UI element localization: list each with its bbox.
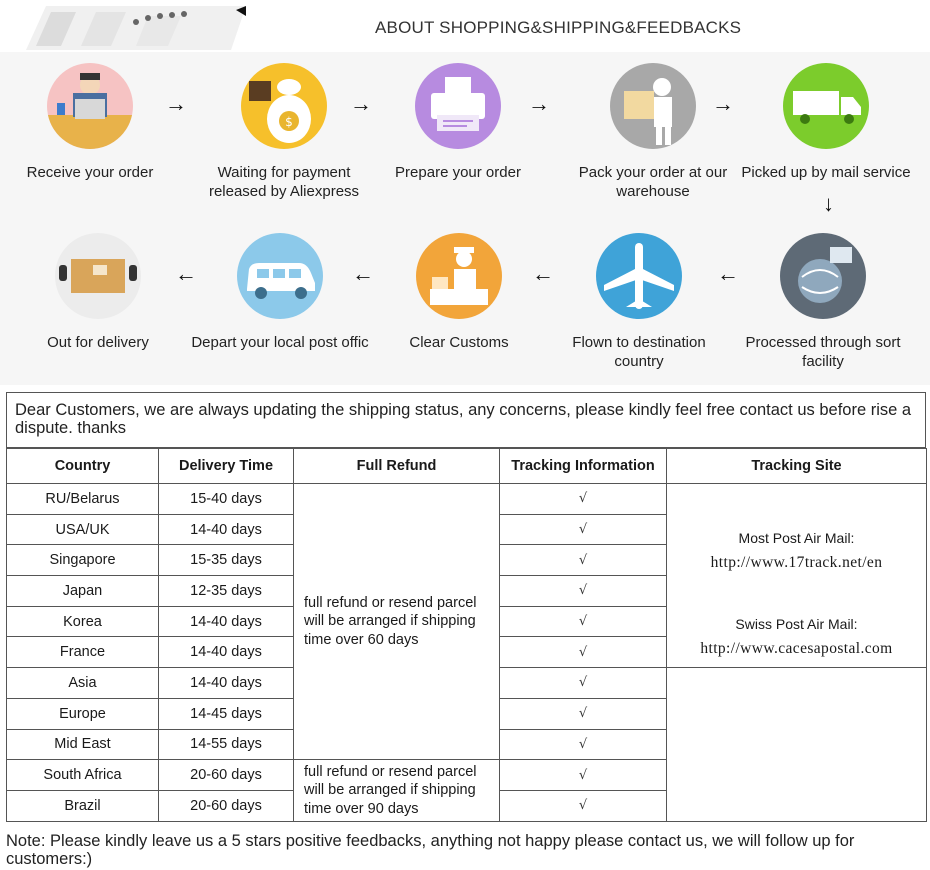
country-cell: France: [7, 637, 159, 668]
tracking-check: √: [500, 698, 667, 729]
step-receive-order: [0, 63, 180, 182]
airplane-icon: [596, 233, 682, 319]
shipping-table: [6, 448, 927, 822]
arrow-right-icon: →: [165, 91, 187, 116]
country-cell: Asia: [7, 668, 159, 699]
refund-policy-60: full refund or resend parcel will be arranged if shipping time over 60 days: [294, 484, 500, 760]
parcel-box-icon: [55, 233, 141, 319]
step-waiting-payment: [194, 63, 374, 201]
arrow-left-icon: ←: [352, 261, 374, 286]
country-cell: South Africa: [7, 760, 159, 791]
arrow-right-icon: →: [350, 91, 372, 116]
delivery-time-cell: 14-40 days: [159, 637, 294, 668]
table-header-row: [7, 449, 927, 484]
tracking-check: √: [500, 484, 667, 515]
tracking-check: √: [500, 668, 667, 699]
globe-sorting-icon: [780, 233, 866, 319]
column-header: Full Refund: [294, 449, 500, 484]
tracking-check: √: [500, 760, 667, 791]
arrow-right-icon: →: [712, 91, 734, 116]
swiss-post-link[interactable]: http://www.cacesapostal.com: [700, 640, 893, 657]
brand-logo-strip: [6, 6, 246, 50]
column-header: Delivery Time: [159, 449, 294, 484]
delivery-time-cell: 14-40 days: [159, 668, 294, 699]
step-label: Picked up by mail service: [741, 164, 911, 181]
step-depart-post-office: [190, 233, 370, 352]
step-pack-order: [563, 63, 743, 201]
shipping-process-panel: [0, 0, 930, 385]
step-label: Pack your order at our warehouse: [578, 164, 728, 200]
tracking-check: √: [500, 729, 667, 760]
step-picked-up: [736, 63, 916, 182]
step-prepare-order: [368, 63, 548, 182]
country-cell: Japan: [7, 576, 159, 607]
payment-bag-icon: [241, 63, 327, 149]
customer-notice: Dear Customers, we are always updating the shipping status, any concerns, please kindly feel free contact us before rise a dispute. thanks: [6, 392, 926, 448]
country-cell: Singapore: [7, 545, 159, 576]
delivery-time-cell: 15-40 days: [159, 484, 294, 515]
tracking-site-cell: [667, 484, 927, 668]
column-header: Country: [7, 449, 159, 484]
delivery-truck-icon: [783, 63, 869, 149]
country-cell: Mid East: [7, 729, 159, 760]
tracking-check: √: [500, 576, 667, 607]
customs-officer-icon: [416, 233, 502, 319]
column-header: Tracking Information: [500, 449, 667, 484]
country-cell: Europe: [7, 698, 159, 729]
country-cell: RU/Belarus: [7, 484, 159, 515]
delivery-time-cell: 14-40 days: [159, 514, 294, 545]
van-icon: [237, 233, 323, 319]
country-cell: Korea: [7, 606, 159, 637]
step-clear-customs: [369, 233, 549, 352]
step-label: Depart your local post offic: [191, 334, 369, 351]
swiss-post-label: Swiss Post Air Mail:: [735, 616, 858, 632]
packing-worker-icon: [610, 63, 696, 149]
step-label: Prepare your order: [395, 164, 521, 181]
delivery-time-cell: 20-60 days: [159, 790, 294, 821]
arrow-left-icon: ←: [717, 261, 739, 286]
step-label: Receive your order: [26, 164, 154, 181]
tracking-check: √: [500, 606, 667, 637]
delivery-time-cell: 14-45 days: [159, 698, 294, 729]
most-post-link[interactable]: http://www.17track.net/en: [710, 554, 883, 571]
customer-at-laptop-icon: [47, 63, 133, 149]
page-title: ABOUT SHOPPING&SHIPPING&FEEDBACKS: [375, 18, 742, 37]
tracking-check: √: [500, 545, 667, 576]
banner: [0, 0, 930, 52]
step-flown-destination: [549, 233, 729, 371]
country-cell: USA/UK: [7, 514, 159, 545]
tracking-check: √: [500, 514, 667, 545]
delivery-time-cell: 20-60 days: [159, 760, 294, 791]
tracking-check: √: [500, 637, 667, 668]
delivery-time-cell: 14-40 days: [159, 606, 294, 637]
delivery-time-cell: 14-55 days: [159, 729, 294, 760]
country-cell: Brazil: [7, 790, 159, 821]
refund-policy-90: full refund or resend parcel will be arranged if shipping time over 90 days: [294, 760, 500, 821]
most-post-label: Most Post Air Mail:: [738, 530, 855, 546]
arrow-down-icon: ↓: [823, 191, 834, 216]
step-label: Waiting for payment released by Aliexpress: [208, 164, 360, 200]
printer-icon: [415, 63, 501, 149]
arrow-right-icon: →: [528, 91, 550, 116]
tracking-site-empty: [667, 668, 927, 821]
step-label: Flown to destination country: [572, 334, 706, 370]
step-label: Processed through sort facility: [745, 334, 901, 370]
step-label: Clear Customs: [409, 334, 509, 351]
tracking-check: √: [500, 790, 667, 821]
table-row: [7, 484, 927, 515]
arrow-left-icon: ←: [532, 261, 554, 286]
column-header: Tracking Site: [667, 449, 927, 484]
delivery-time-cell: 12-35 days: [159, 576, 294, 607]
arrow-left-icon: ←: [175, 261, 197, 286]
feedback-note: Note: Please kindly leave us a 5 stars positive feedbacks, anything not happy please contact us, we will follow up for customers:): [6, 832, 855, 868]
delivery-time-cell: 15-35 days: [159, 545, 294, 576]
step-label: Out for delivery: [47, 334, 149, 351]
step-out-for-delivery: [8, 233, 188, 352]
svg-text:$: $: [285, 115, 293, 129]
step-sort-facility: [733, 233, 913, 371]
